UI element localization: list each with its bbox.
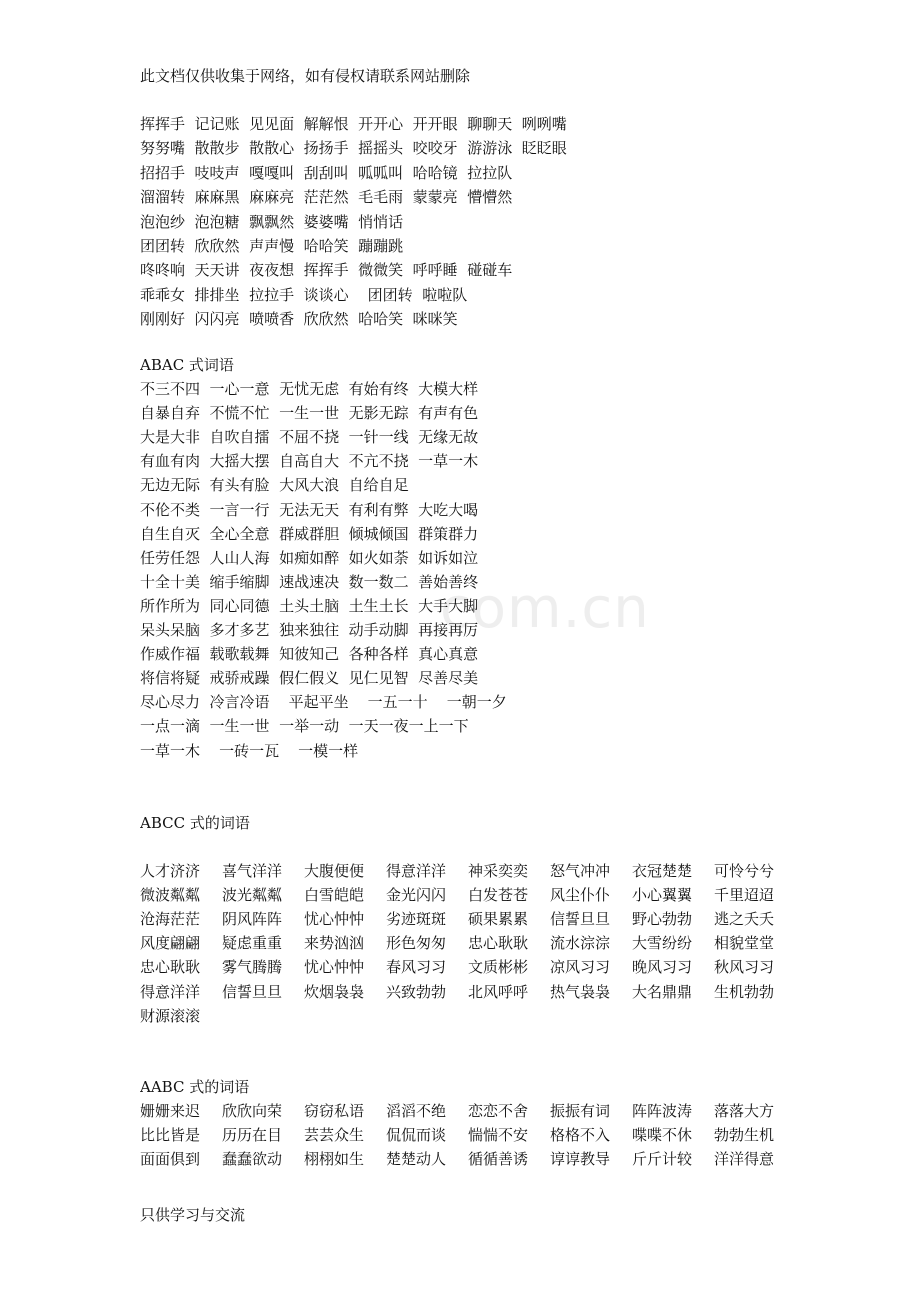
word-cell: 形色匆匆 <box>386 934 447 953</box>
word-cell: 欣欣向荣 <box>222 1102 283 1120</box>
word-cell: 忠心耿耿 <box>140 958 201 977</box>
word-line: 不三不四 一心一意 无忧无虑 有始有终 大模大样 <box>140 380 479 398</box>
word-cell: 得意洋洋 <box>140 982 201 1001</box>
page-footer: 只供学习与交流 <box>140 1206 246 1224</box>
word-cell: 劣迹斑斑 <box>386 910 447 929</box>
word-cell: 忧心忡忡 <box>304 910 365 929</box>
word-row <box>140 981 800 1003</box>
word-cell: 北风呼呼 <box>468 982 529 1001</box>
word-cell: 忠心耿耿 <box>468 934 529 953</box>
word-line: 泡泡纱 泡泡糖 飘飘然 婆婆嘴 悄悄话 <box>140 212 404 231</box>
word-cell: 大雪纷纷 <box>632 934 693 953</box>
word-line: 刚刚好 闪闪亮 喷喷香 欣欣然 哈哈笑 咪咪笑 <box>140 310 458 329</box>
word-line: 不伦不类 一言一行 无法无天 有利有弊 大吃大喝 <box>140 500 479 519</box>
word-line: 无边无际 有头有脸 大风大浪 自给自足 <box>140 476 409 495</box>
word-cell: 恋恋不舍 <box>468 1102 529 1120</box>
word-cell: 炊烟袅袅 <box>304 982 365 1001</box>
word-cell: 格格不入 <box>550 1126 611 1145</box>
word-cell: 硕果累累 <box>468 910 529 929</box>
watermark: com.cn <box>440 576 650 641</box>
word-cell: 怒气冲冲 <box>550 862 611 880</box>
word-cell: 白雪皑皑 <box>304 886 365 905</box>
word-cell: 惴惴不安 <box>468 1126 529 1145</box>
word-cell: 人才济济 <box>140 862 201 880</box>
word-line: 尽心尽力 冷言冷语 平起平坐 一五一十 一朝一夕 <box>140 693 507 712</box>
word-cell: 信誓旦旦 <box>222 982 283 1001</box>
word-cell: 财源滚滚 <box>140 1006 201 1025</box>
word-cell: 衣冠楚楚 <box>632 862 693 880</box>
word-line: 自生自灭 全心全意 群威群胆 倾城倾国 群策群力 <box>140 524 479 543</box>
word-line: 大是大非 自吹自擂 不屈不挠 一针一线 无缘无故 <box>140 428 479 447</box>
word-row <box>140 932 800 954</box>
word-cell: 流水淙淙 <box>550 934 611 953</box>
word-cell: 逃之夭夭 <box>714 910 775 929</box>
word-cell: 斤斤计较 <box>632 1150 693 1169</box>
word-row <box>140 956 800 978</box>
section-title-abcc: ABCC 式的词语 <box>140 814 250 832</box>
word-cell: 春风习习 <box>386 958 447 977</box>
word-cell: 大名鼎鼎 <box>632 982 693 1001</box>
word-line: 团团转 欣欣然 声声慢 哈哈笑 蹦蹦跳 <box>140 237 404 255</box>
word-cell: 小心翼翼 <box>632 886 693 905</box>
word-cell: 沧海茫茫 <box>140 910 201 929</box>
word-cell: 振振有词 <box>550 1102 611 1120</box>
word-row <box>140 908 800 930</box>
word-cell: 相貌堂堂 <box>714 934 775 953</box>
word-cell: 比比皆是 <box>140 1126 201 1145</box>
word-row <box>140 1005 800 1027</box>
word-cell: 侃侃而谈 <box>386 1126 447 1145</box>
word-cell: 忧心忡忡 <box>304 958 365 977</box>
word-row <box>140 1100 800 1122</box>
word-cell: 喜气洋洋 <box>222 862 283 880</box>
word-cell: 微波粼粼 <box>140 886 201 905</box>
word-cell: 姗姗来迟 <box>140 1102 201 1120</box>
word-cell: 凉风习习 <box>550 958 611 977</box>
word-cell: 阴风阵阵 <box>222 910 283 929</box>
word-line: 作威作福 载歌载舞 知彼知己 各种各样 真心真意 <box>140 645 479 664</box>
word-line: 招招手 吱吱声 嘎嘎叫 刮刮叫 呱呱叫 哈哈镜 拉拉队 <box>140 163 513 182</box>
word-cell: 滔滔不绝 <box>386 1102 447 1120</box>
word-cell: 蠢蠢欲动 <box>222 1150 283 1169</box>
word-cell: 兴致勃勃 <box>386 982 447 1001</box>
word-cell: 千里迢迢 <box>714 886 775 905</box>
word-cell: 金光闪闪 <box>386 886 447 905</box>
word-cell: 信誓旦旦 <box>550 910 611 929</box>
word-cell: 阵阵波涛 <box>632 1102 693 1120</box>
word-cell: 风尘仆仆 <box>550 886 611 905</box>
word-cell: 雾气腾腾 <box>222 958 283 977</box>
word-cell: 秋风习习 <box>714 958 775 977</box>
word-line: 所作所为 同心同德 土头土脑 土生土长 大手大脚 <box>140 596 479 615</box>
word-line: 有血有肉 大摇大摆 自高自大 不亢不挠 一草一木 <box>140 452 479 471</box>
word-row <box>140 884 800 906</box>
word-cell: 波光粼粼 <box>222 886 283 905</box>
word-cell: 得意洋洋 <box>386 862 447 880</box>
word-line: 努努嘴 散散步 散散心 扬扬手 摇摇头 咬咬牙 游游泳 眨眨眼 <box>140 139 567 158</box>
word-cell: 来势汹汹 <box>304 934 365 953</box>
word-cell: 循循善诱 <box>468 1150 529 1169</box>
word-cell: 喋喋不休 <box>632 1126 693 1145</box>
word-cell: 疑虑重重 <box>222 934 283 953</box>
word-line: 呆头呆脑 多才多艺 独来独往 动手动脚 再接再厉 <box>140 621 479 639</box>
word-cell: 洋洋得意 <box>714 1150 775 1169</box>
word-cell: 栩栩如生 <box>304 1150 365 1169</box>
word-cell: 历历在目 <box>222 1126 283 1145</box>
word-cell: 白发苍苍 <box>468 886 529 905</box>
word-cell: 窃窃私语 <box>304 1102 365 1120</box>
word-cell: 神采奕奕 <box>468 862 529 880</box>
word-line: 十全十美 缩手缩脚 速战速决 数一数二 善始善终 <box>140 572 479 591</box>
word-line: 将信将疑 戒骄戒躁 假仁假义 见仁见智 尽善尽美 <box>140 669 479 688</box>
word-cell: 楚楚动人 <box>386 1150 447 1169</box>
word-row <box>140 1148 800 1170</box>
word-cell: 芸芸众生 <box>304 1126 365 1145</box>
page-header: 此文档仅供收集于网络，如有侵权请联系网站删除 <box>140 67 471 85</box>
word-cell: 谆谆教导 <box>550 1150 611 1169</box>
word-cell: 落落大方 <box>714 1102 775 1120</box>
word-line: 溜溜转 麻麻黑 麻麻亮 茫茫然 毛毛雨 蒙蒙亮 懵懵然 <box>140 188 513 207</box>
word-cell: 勃勃生机 <box>714 1126 775 1145</box>
word-cell: 晚风习习 <box>632 958 693 977</box>
word-cell: 文质彬彬 <box>468 958 529 977</box>
word-line: 乖乖女 排排坐 拉拉手 谈谈心 团团转 啦啦队 <box>140 285 468 304</box>
word-cell: 风度翩翩 <box>140 934 201 953</box>
word-line: 一草一木 一砖一瓦 一模一样 <box>140 741 359 760</box>
word-row <box>140 1124 800 1146</box>
word-cell: 热气袅袅 <box>550 982 611 1001</box>
word-cell: 可怜兮兮 <box>714 862 775 880</box>
section-title-abac: ABAC 式词语 <box>140 356 234 374</box>
word-line: 挥挥手 记记账 见见面 解解恨 开开心 开开眼 聊聊天 咧咧嘴 <box>140 115 567 133</box>
word-line: 咚咚响 天天讲 夜夜想 挥挥手 微微笑 呼呼睡 碰碰车 <box>140 261 513 280</box>
word-cell: 大腹便便 <box>304 862 365 880</box>
word-cell: 面面俱到 <box>140 1150 201 1169</box>
word-line: 一点一滴 一生一世 一举一动 一天一夜一上一下 <box>140 717 469 736</box>
word-cell: 野心勃勃 <box>632 910 693 929</box>
section-title-aabc: AABC 式的词语 <box>140 1078 250 1096</box>
word-cell: 生机勃勃 <box>714 982 775 1001</box>
word-line: 任劳任怨 人山人海 如痴如醉 如火如荼 如诉如泣 <box>140 548 479 567</box>
word-line: 自暴自弃 不慌不忙 一生一世 无影无踪 有声有色 <box>140 404 479 423</box>
word-row <box>140 860 800 882</box>
